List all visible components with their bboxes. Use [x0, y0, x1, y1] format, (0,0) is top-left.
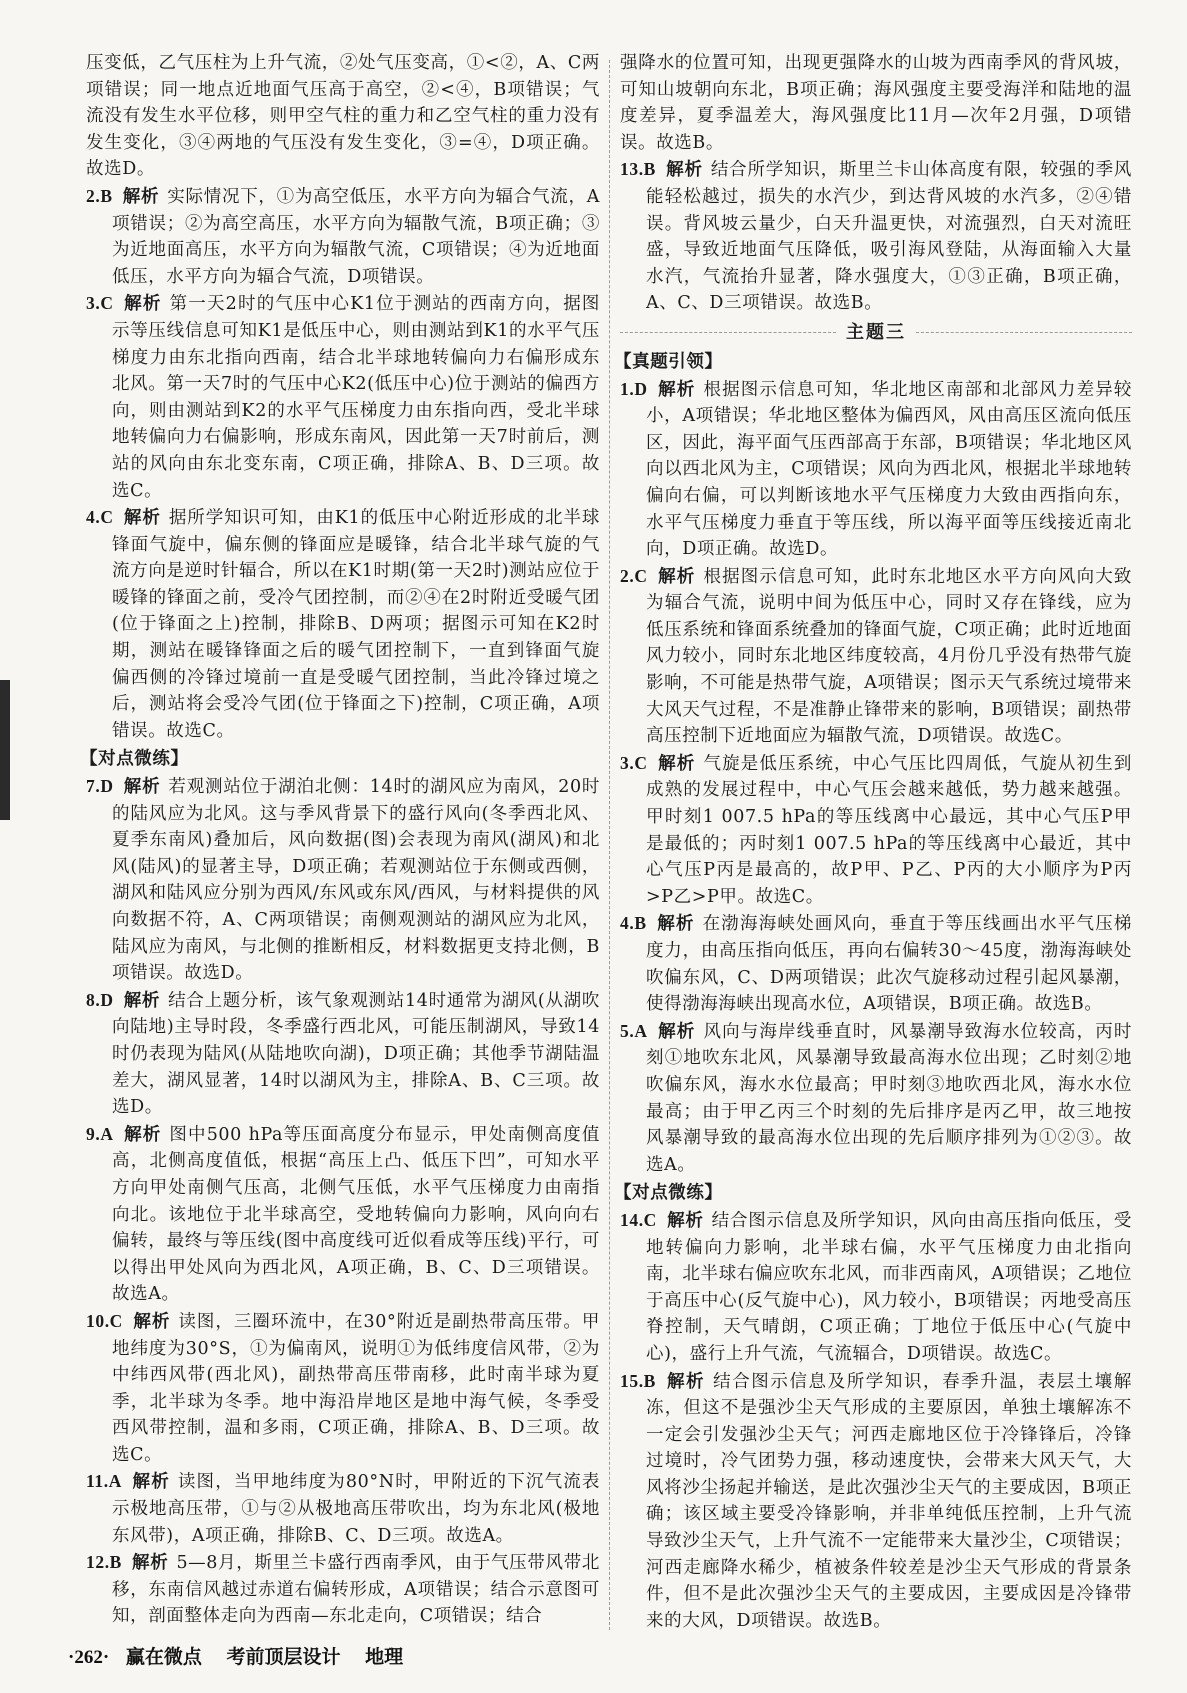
answer-item — [620, 156, 1132, 317]
dashed-rule — [620, 332, 836, 333]
answer-item — [620, 1207, 1132, 1368]
answer-continuation: 压变低，乙气压柱为上升气流，②处气压变高，①<②，A、C两项错误；同一地点近地面气压高于高空，②<④，B项错误；气流没有发生水平位移，则甲空气柱的重力和乙空气柱的重力没有发生变化，③④两地的气压没有发生变化，③=④，D项正确。故选D。 — [86, 53, 600, 180]
section-heading: 【对点微练】 — [614, 1183, 723, 1204]
answer-number: 4.B — [620, 913, 647, 934]
answer-item — [86, 183, 600, 290]
analysis-text: 在渤海海峡处画风向，垂直于等压线画出水平气压梯度力，由高压指向低压，再向右偏转30～45度，渤海海峡处吹偏东风，C、D两项错误；此次气旋移动过程引起风暴潮，使得渤海海峡出现高水位，A项错误，B项正确。故选B。 — [646, 914, 1132, 1015]
answer-number: 13.B — [620, 159, 656, 180]
page-number: ·262· — [68, 1647, 110, 1668]
analysis-label: 解析 — [132, 1311, 171, 1332]
analysis-text: 实际情况下，①为高空低压，水平方向为辐合气流，A项错误；②为高空高压，水平方向为辐散气流，B项正确；③为近地面高压，水平方向为辐散气流，C项错误；④为近地面低压，水平方向为辐合气流，D项错误。 — [112, 186, 600, 287]
section-heading: 【对点微练】 — [80, 749, 189, 770]
analysis-label: 解析 — [656, 914, 695, 935]
answer-item — [86, 1121, 600, 1308]
analysis-label: 解析 — [123, 990, 161, 1011]
answer-number: 5.A — [620, 1020, 648, 1041]
answer-item — [620, 910, 1132, 1017]
analysis-label: 解析 — [657, 566, 696, 587]
answer-number: 4.C — [86, 507, 114, 528]
answer-number: 9.A — [86, 1123, 114, 1144]
left-column — [80, 50, 601, 1630]
answer-item — [620, 1018, 1132, 1179]
analysis-text: 结合所学知识，斯里兰卡山体高度有限，较强的季风能轻松越过，损失的水汽少，到达背风坡的水汽多，②④错误。背风坡云量少，白天升温更快，对流强烈，白天对流旺盛，导致近地面气压降低，吸引海风登陆，从海面输入大量水汽，气流抬升显著，降水强度大，①③正确，B项正确，A、C、D三项错误。故选B。 — [646, 160, 1132, 314]
page-footer — [68, 1642, 403, 1669]
answer-item — [86, 290, 600, 504]
answer-number: 3.C — [86, 293, 114, 314]
answer-item — [86, 504, 600, 744]
answer-number: 14.C — [620, 1209, 657, 1230]
book-series: 考前顶层设计 — [226, 1646, 341, 1668]
analysis-label: 解析 — [666, 1210, 704, 1231]
analysis-text: 结合上题分析，该气象观测站14时通常为湖风(从湖吹向陆地)主导时段，冬季盛行西北风，可能压制湖风，导致14时仍表现为陆风(从陆地吹向湖)，D项正确；其他季节湖陆温差大，湖风显著，14时以湖风为主，排除A、B、C三项。故选D。 — [112, 990, 600, 1118]
right-column — [614, 50, 1132, 1634]
side-tab-marker — [0, 680, 10, 820]
answer-continuation: 强降水的位置可知，出现更强降水的山坡为西南季风的背风坡，可知山坡朝向东北，B项正确；海风强度主要受海洋和陆地的温度差异，夏季温差大，海风强度比11月—次年2月强，D项错误。故选B。 — [620, 53, 1132, 153]
dashed-rule — [916, 332, 1132, 333]
analysis-text: 气旋是低压系统，中心气压比四周低，气旋从初生到成熟的发展过程中，中心气压会越来越低，势力越来越强。甲时刻1 007.5 hPa的等压线离中心最远，其中心气压P甲是最低的；丙时刻1 007.5 hPa的等压线离中心最近，其中心气压P丙是最高的，故P甲、P乙、P丙的大小顺序为P丙>P乙>P甲。故选C。 — [646, 753, 1132, 907]
answer-item — [620, 750, 1132, 911]
section-heading: 【真题引领】 — [614, 351, 723, 372]
analysis-label: 解析 — [657, 379, 696, 400]
analysis-label: 解析 — [131, 1553, 169, 1574]
answer-number: 7.D — [86, 776, 114, 797]
analysis-text: 根据图示信息可知，此时东北地区水平方向风向大致为辐合气流，说明中间为低压中心，同时又存在锋线，应为低压系统和锋面系统叠加的锋面气旋，C项正确；此时近地面风力较小，同时东北地区纬度较高，4月份几乎没有热带气旋影响，不可能是热带气旋，A项错误；图示天气系统过境带来大风天气过程，不是准静止锋带来的影响，B项错误；副热带高压控制下近地面应为辐散气流，D项错误。故选C。 — [646, 566, 1132, 747]
answer-number: 1.D — [620, 378, 648, 399]
analysis-label: 解析 — [123, 1124, 162, 1145]
answer-item — [86, 1308, 600, 1469]
answer-number: 15.B — [620, 1370, 656, 1391]
answer-item — [620, 376, 1132, 563]
analysis-label: 解析 — [123, 508, 161, 529]
analysis-label: 解析 — [657, 1021, 696, 1042]
analysis-text: 结合图示信息及所学知识，风向由高压指向低压，受地转偏向力影响，北半球右偏，水平气压梯度力由北指向南，北半球右偏应吹东北风，而非西南风，A项错误；乙地位于高压中心(反气旋中心)，风力较小，B项错误；丙地受高压脊控制，天气晴朗，C项正确；丁地位于低压中心(气旋中心)，盛行上升气流，气流辐合，D项错误。故选C。 — [646, 1210, 1132, 1364]
analysis-text: 结合图示信息及所学知识，春季升温，表层土壤解冻，但这不是强沙尘天气形成的主要原因，单独土壤解冻不一定会引发强沙尘天气；河西走廊地区位于冷锋锋后，冷锋过境时，冷气团势力强，移动速度快，会带来大风天气，大风将沙尘扬起并输送，是此次强沙尘天气的主要成因，B项正确；该区域主要受冷锋影响，并非单纯低压控制，上升气流导致沙尘天气，上升气流不一定能带来大量沙尘，C项错误；河西走廊降水稀少，植被条件较差是沙尘天气形成的背景条件，但不是此次强沙尘天气的主要成因，主要成因是冷锋带来的大风，D项错误。故选B。 — [646, 1371, 1132, 1631]
answer-number: 3.C — [620, 752, 648, 773]
analysis-text: 第一天2时的气压中心K1位于测站的西南方向，据图示等压线信息可知K1是低压中心，则由测站到K1的水平气压梯度力由东北指向西南，结合北半球地转偏向力右偏形成东北风。第一天7时的气压中心K2(低压中心)位于测站的偏西方向，则由测站到K2的水平气压梯度力由东指向西，受北半球地转偏向力右偏影响，形成东南风，因此第一天7时前后，测站的风向由东北变东南，C项正确，排除A、B、D三项。故选C。 — [112, 294, 600, 501]
analysis-text: 若观测站位于湖泊北侧：14时的湖风应为南风，20时的陆风应为北风。这与季风背景下的盛行风向(冬季西北风、夏季东南风)叠加后，风向数据(图)会表现为南风(湖风)和北风(陆风)的显著主导，D项正确；若观测站位于东侧或西侧，湖风和陆风应分别为西风/东风或东风/西风，与材料提供的风向数据不符，A、C两项错误；南侧观测站的湖风应为北风，陆风应为南风，与北侧的推断相反，材料数据更支持北侧，B项错误。故选D。 — [112, 777, 600, 984]
book-title: 赢在微点 — [125, 1646, 202, 1668]
answer-item — [86, 773, 600, 987]
answer-item — [620, 1368, 1132, 1635]
analysis-label: 解析 — [657, 753, 696, 774]
answer-number: 8.D — [86, 989, 114, 1010]
analysis-text: 读图，当甲地纬度为80°N时，甲附近的下沉气流表示极地高压带，①与②从极地高压带吹出，均为东北风(极地东风带)，A项正确，排除B、C、D三项。故选A。 — [112, 1472, 601, 1546]
answer-number: 2.C — [620, 565, 648, 586]
answer-item — [86, 987, 600, 1121]
answer-item — [86, 1549, 600, 1630]
analysis-label: 解析 — [122, 186, 160, 207]
answer-number: 12.B — [86, 1552, 122, 1573]
analysis-label: 解析 — [131, 1472, 170, 1493]
analysis-text: 5—8月，斯里兰卡盛行西南季风，由于气压带风带北移，东南信风越过赤道右偏转形成，A项错误；结合示意图可知，剖面整体走向为西南—东北走向，C项错误；结合 — [112, 1553, 601, 1627]
theme-heading — [620, 319, 1132, 347]
analysis-text: 读图，三圈环流中，在30°附近是副热带高压带。甲地纬度为30°S，①为偏南风，说明①为低纬度信风带，②为中纬西风带(西北风)，副热带高压带南移，此时南半球为夏季，北半球为冬季。地中海沿岸地区是地中海气候，冬季受西风带控制，温和多雨，C项正确，排除A、B、D三项。故选C。 — [112, 1311, 601, 1465]
analysis-text: 根据图示信息可知，华北地区南部和北部风力差异较小，A项错误；华北地区整体为偏西风，风由高压区流向低压区，因此，海平面气压西部高于东部，B项错误；华北地区风向以西北风为主，C项错误；风向为西北风，根据北半球地转偏向右偏，可以判断该地水平气压梯度力大致由西指向东，水平气压梯度力垂直于等压线，所以海平面等压线接近南北向，D项正确。故选D。 — [646, 379, 1132, 560]
analysis-text: 图中500 hPa等压面高度分布显示，甲处南侧高度值高，北侧高度值低，根据“高压上凸、低压下凹”，可知水平方向甲处南侧气压高，北侧气压低，水平气压梯度力由南指向北。该地位于北半球高空，受地转偏向力影响，风向向右偏转，最终与等压线(图中高度线可近似看成等压线)平行，可以得出甲处风向为西北风，A项正确，B、C、D三项错误。故选A。 — [112, 1124, 600, 1305]
answer-item — [620, 563, 1132, 750]
column-divider — [609, 60, 610, 1630]
answer-number: 2.B — [86, 185, 113, 206]
book-subject: 地理 — [365, 1646, 404, 1668]
answer-number: 10.C — [86, 1310, 123, 1331]
analysis-label: 解析 — [665, 160, 703, 181]
analysis-label: 解析 — [665, 1371, 706, 1392]
answer-number: 11.A — [86, 1471, 122, 1492]
theme-title: 主题三 — [846, 321, 906, 343]
analysis-label: 解析 — [123, 777, 161, 798]
analysis-label: 解析 — [123, 294, 162, 315]
answer-item — [86, 1468, 600, 1549]
analysis-text: 风向与海岸线垂直时，风暴潮导致海水位较高，丙时刻①地吹东北风，风暴潮导致最高海水位出现；乙时刻②地吹偏东风，海水水位最高；甲时刻③地吹西北风，海水水位最高；由于甲乙丙三个时刻的先后排序是丙乙甲，故三地按风暴潮导致的最高海水位出现的先后顺序排列为①②③。故选A。 — [646, 1021, 1132, 1175]
analysis-text: 据所学知识可知，由K1的低压中心附近形成的北半球锋面气旋中，偏东侧的锋面应是暖锋，结合北半球气旋的气流方向是逆时针辐合，所以在K1时期(第一天2时)测站应位于暖锋的锋面之前，受冷气团控制，而②④在2时附近受暖气团(位于锋面之上)控制，排除B、D两项；据图示可知在K2时期，测站在暖锋锋面之后的暖气团控制下，一直到锋面气旋偏西侧的冷锋过境前一直是受暖气团控制，当此冷锋过境之后，测站将会受冷气团(位于锋面之下)控制，C项正确，A项错误。故选C。 — [112, 508, 600, 741]
